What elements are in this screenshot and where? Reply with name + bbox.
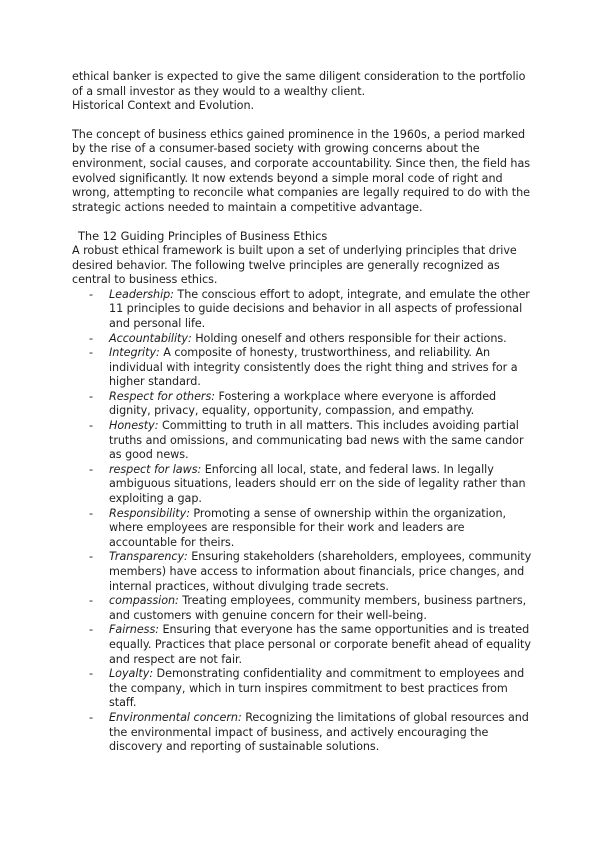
principle-text: Holding oneself and others responsible for their actions. bbox=[191, 331, 507, 345]
principle-text: Demonstrating confidentiality and commitment to employees and the company, which in turn inspires commitment to best practices from staff. bbox=[109, 667, 525, 710]
principle-item bbox=[89, 667, 534, 711]
principle-text: Enforcing all local, state, and federal laws. In legally ambiguous situations, leaders should err on the side of legality rather than exploiting a gap. bbox=[109, 462, 526, 506]
principle-term: Honesty: bbox=[109, 419, 159, 433]
principle-term: Responsibility: bbox=[109, 506, 190, 520]
continuation-paragraph: ethical banker is expected to give the same diligent consideration to the portfolio of a small investor as they would to a wealthy client. bbox=[72, 70, 526, 98]
dash-bullet: - bbox=[89, 331, 93, 345]
dash-bullet: - bbox=[89, 623, 93, 637]
principle-text: Ensuring that everyone has the same opportunities and is treated equally. Practices that place personal or corporate benefit ahead of equality and respect are not fair. bbox=[109, 623, 531, 666]
principle-item bbox=[89, 331, 534, 347]
dash-bullet: - bbox=[89, 710, 93, 724]
principles-heading: The 12 Guiding Principles of Business Ethics bbox=[78, 229, 328, 244]
principle-item bbox=[89, 346, 534, 390]
dash-bullet: - bbox=[89, 287, 93, 301]
principle-text: Recognizing the limitations of global resources and the environmental impact of business, and actively encouraging the discovery and reporting of sustainable solutions. bbox=[109, 710, 529, 754]
principle-item bbox=[89, 623, 534, 667]
dash-bullet: - bbox=[89, 389, 93, 403]
dash-bullet: - bbox=[89, 346, 93, 360]
principle-item bbox=[89, 419, 534, 463]
dash-bullet: - bbox=[89, 462, 93, 476]
principle-term: Transparency: bbox=[109, 550, 188, 564]
principle-term: Loyalty: bbox=[109, 667, 154, 681]
principle-term: Integrity: bbox=[109, 346, 160, 360]
principle-term: Leadership: bbox=[109, 287, 174, 301]
history-paragraph: The concept of business ethics gained prominence in the 1960s, a period marked by the rise of a consumer-based society with growing concerns about the environment, social causes, and corporate accountability. Since then, the field has evolved significantly. It now extends beyond a simple moral code of right and wrong, attempting to reconcile what companies are legally required to do with the strategic actions needed to maintain a competitive advantage. bbox=[72, 127, 531, 214]
dash-bullet: - bbox=[89, 667, 93, 681]
principle-term: Accountability: bbox=[109, 331, 192, 345]
history-subheading: Historical Context and Evolution. bbox=[72, 99, 255, 113]
principle-text: The conscious effort to adopt, integrate, and emulate the other 11 principles to guide decisions and behavior in all aspects of professional and personal life. bbox=[109, 287, 530, 330]
dash-bullet: - bbox=[89, 506, 93, 520]
principle-item bbox=[89, 287, 534, 332]
principle-text: A composite of honesty, trustworthiness, and reliability. An individual with integrity consistently does the right thing and strives for a higher standard. bbox=[109, 346, 518, 389]
principle-text: Fostering a workplace where everyone is afforded dignity, privacy, equality, opportunity, compassion, and empathy. bbox=[109, 389, 497, 418]
principle-item bbox=[89, 462, 534, 507]
principle-item bbox=[89, 389, 534, 419]
dash-bullet: - bbox=[89, 419, 93, 433]
dash-bullet: - bbox=[89, 594, 93, 608]
principle-item bbox=[89, 710, 534, 755]
principle-term: Respect for others: bbox=[109, 389, 215, 403]
principle-item bbox=[89, 550, 534, 594]
principles-list bbox=[72, 288, 534, 755]
document-page bbox=[72, 70, 534, 755]
intro-block bbox=[72, 70, 534, 114]
dash-bullet: - bbox=[89, 550, 93, 564]
principle-item bbox=[89, 594, 534, 623]
principle-term: respect for laws: bbox=[109, 462, 202, 476]
principle-item bbox=[89, 506, 534, 551]
principle-term: Environmental concern: bbox=[109, 710, 242, 724]
principle-text: Committing to truth in all matters. This includes avoiding partial truths and omissions, and communicating bad news with the same candor as good news. bbox=[109, 419, 524, 462]
principles-intro: A robust ethical framework is built upon a set of underlying principles that drive desired behavior. The following twelve principles are generally recognized as central to business ethics. bbox=[72, 243, 517, 287]
principle-text: Promoting a sense of ownership within the organization, where employees are responsible for their work and leaders are accountable for theirs. bbox=[109, 506, 507, 549]
principle-term: compassion: bbox=[109, 594, 179, 608]
principle-text: Treating employees, community members, business partners, and customers with genuine concern for their well-being. bbox=[109, 594, 527, 622]
principle-term: Fairness: bbox=[109, 623, 159, 637]
principle-text: Ensuring stakeholders (shareholders, employees, community members) have access to information about financials, price changes, and internal practices, without divulging trade secrets. bbox=[109, 550, 532, 593]
